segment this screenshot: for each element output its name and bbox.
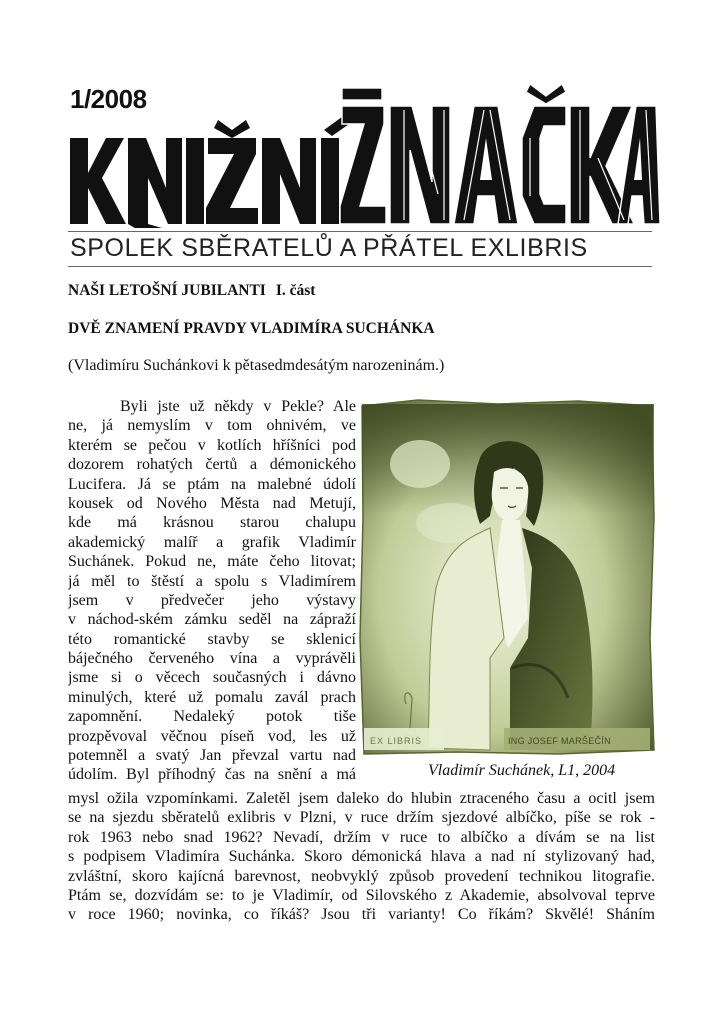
text-line: zvláštní, skoro kajícná barevnost, neobvyklý způsob provedení technikou litografie. xyxy=(68,867,655,885)
article-dedication: (Vladimíru Suchánkovi k pětasedmdesátým narozeninám.) xyxy=(68,357,445,374)
text-line: akademický malíř a grafik Vladimír xyxy=(68,533,356,551)
text-line: v náchod-ském zámku seděl na zápraží xyxy=(68,611,356,629)
exlibris-label: EX LIBRIS xyxy=(370,736,423,746)
series-part: I. část xyxy=(275,282,316,299)
text-line: jsme si o věcech současných i dávno xyxy=(68,669,356,687)
text-line: se na sjezdu sběratelů exlibris v Plzni, v ruce držím sjezdové albíčko, píše se rok - xyxy=(68,809,655,827)
text-line: Byli jste už někdy v Pekle? Ale xyxy=(120,398,356,415)
text-line: s podpisem Vladimíra Suchánka. Skoro démonická hlava a nad ní stylizovaný had, xyxy=(68,848,655,866)
text-line: v roce 1960; novinka, co říkáš? Jsou tři varianty! Co říkám? Skvělé! Sháním xyxy=(68,906,655,924)
society-subtitle: SPOLEK SBĚRATELŮ A PŘÁTEL EXLIBRIS xyxy=(70,234,588,262)
exlibris-illustration xyxy=(358,398,656,756)
text-line: kterém se pečou v kotlích hříšníci pod xyxy=(68,436,356,454)
series-heading-text: NAŠI LETOŠNÍ JUBILANTI xyxy=(68,282,266,299)
header-rule-top xyxy=(68,231,652,232)
article-title: DVĚ ZNAMENÍ PRAVDY VLADIMÍRA SUCHÁNKA xyxy=(68,320,435,337)
text-line: kde má krásnou starou chalupu xyxy=(68,514,356,532)
text-line: Lucifera. Já se ptám na malebné údolí xyxy=(68,475,356,493)
series-heading xyxy=(68,282,315,300)
body-text-wide xyxy=(68,789,655,925)
logo-znacka xyxy=(340,84,660,224)
text-line: mysl ožila vzpomínkami. Zaletěl jsem daleko do hlubin ztraceného času a ocitl jsem xyxy=(68,790,655,807)
text-line: potemněl a svatý Jan převzal vartu nad xyxy=(68,747,356,765)
illustration-caption: Vladimír Suchánek, L1, 2004 xyxy=(428,762,616,779)
text-line: prozpěvoval věčnou píseň vod, les už xyxy=(68,727,356,745)
text-line: této romantické stavby se sklenicí xyxy=(68,630,356,648)
header-rule-bottom xyxy=(68,266,652,267)
text-line: Suchánek. Pokud ne, máte čeho litovat; xyxy=(68,553,356,571)
text-line: kousek od Nového Města nad Metují, xyxy=(68,494,356,512)
text-line: minulých, které už pomalu zavál prach xyxy=(68,688,356,706)
masthead-logo xyxy=(66,78,660,228)
text-line: rok 1963 nebo snad 1962? Nevadí, držím v ruce to albíčko a dívám se na list xyxy=(68,828,655,846)
exlibris-owner-label: ING JOSEF MARŠEČÍN xyxy=(508,736,611,746)
text-line: ne, já nemyslím v tom ohnivém, ve xyxy=(68,417,356,435)
text-line: údolím. Byl příhodný čas na snění a má xyxy=(68,766,356,784)
text-line: dozorem rohatých čertů a démonického xyxy=(68,456,356,474)
body-text-narrow xyxy=(68,397,356,785)
text-line: Ptám se, dozvídám se: to je Vladimír, od Silovského z Akademie, absolvoval teprve xyxy=(68,886,655,904)
text-line: jsem v předvečer jeho výstavy xyxy=(68,591,356,609)
logo-knizni xyxy=(70,114,352,228)
text-line: já měl to štěstí a spolu s Vladimírem xyxy=(68,572,356,590)
issue-number: 1/2008 xyxy=(70,84,147,114)
text-line: báječného červeného vína a vyprávěli xyxy=(68,650,356,668)
text-line: zapomnění. Nedaleký potok tiše xyxy=(68,708,356,726)
